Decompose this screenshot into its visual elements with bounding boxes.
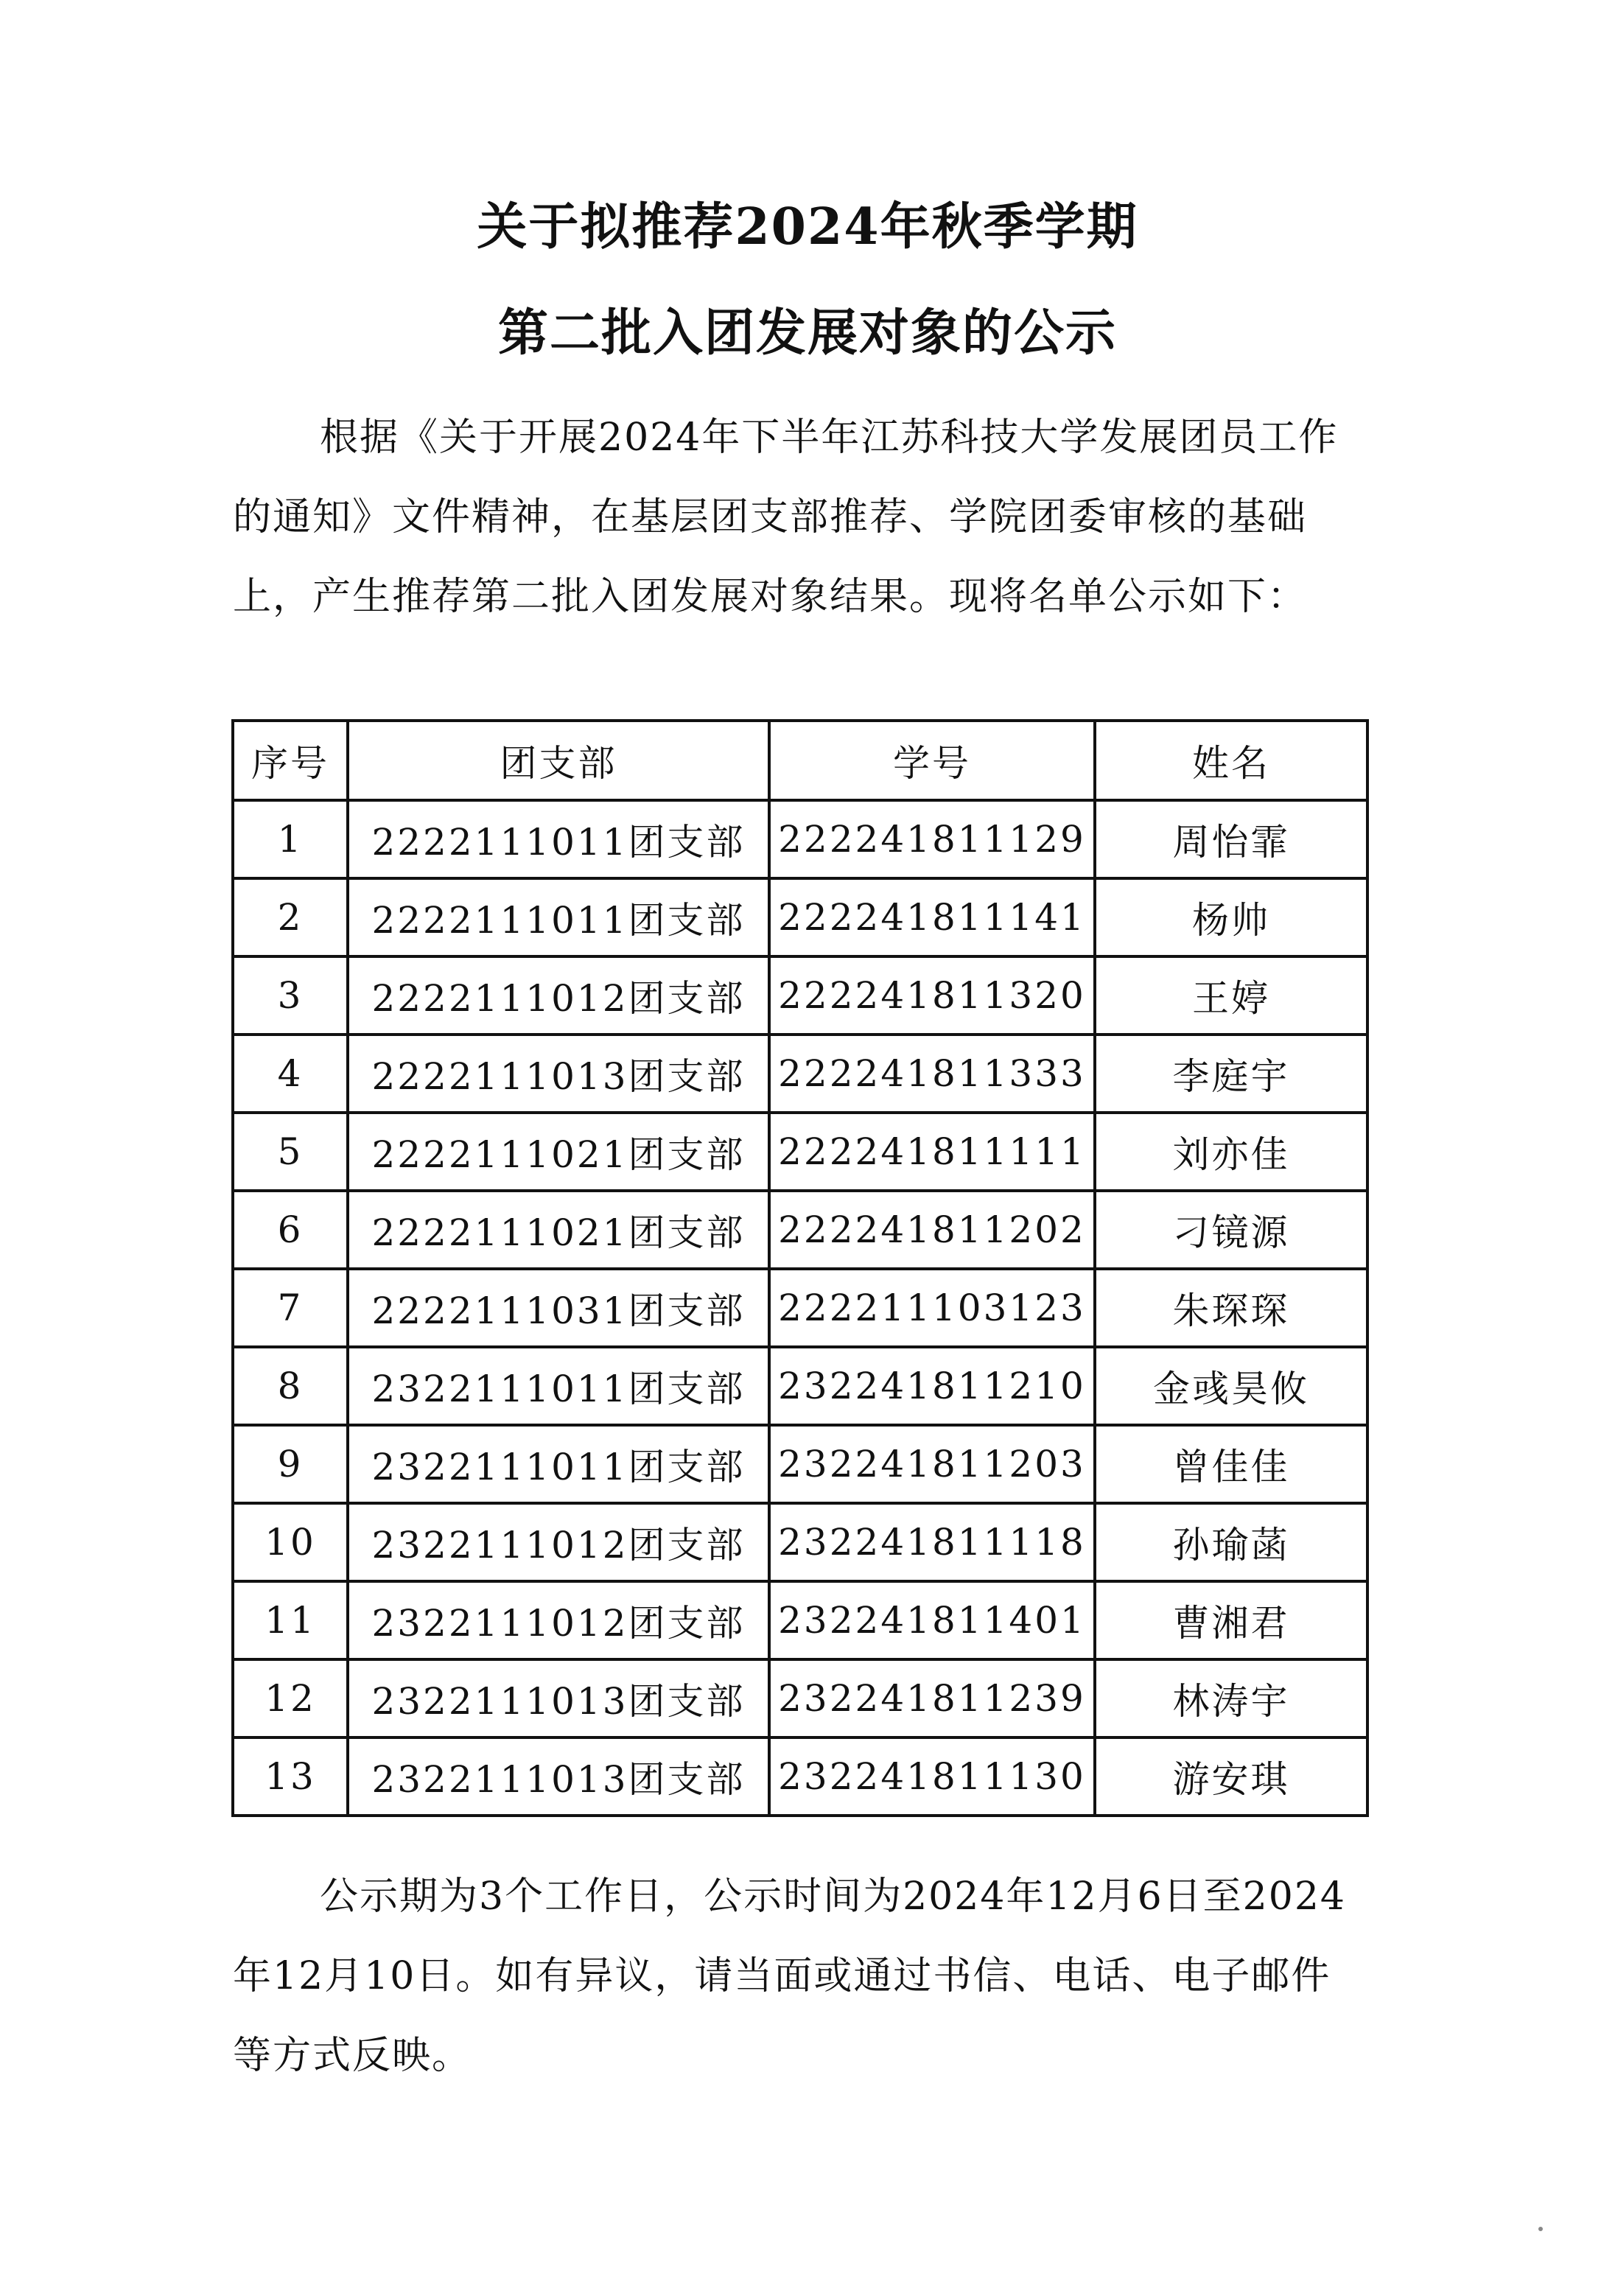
page-title-line-2: 第二批入团发展对象的公示	[497, 304, 1117, 363]
header-index: 序号	[233, 721, 348, 800]
cell-name: 朱琛琛	[1095, 1269, 1367, 1347]
table-row	[233, 1659, 1367, 1737]
cell-branch: 2322111011团支部	[348, 1347, 769, 1425]
cell-name: 金彧昊攸	[1095, 1347, 1367, 1425]
cell-index: 7	[233, 1269, 348, 1347]
cell-name: 游安琪	[1095, 1737, 1367, 1816]
cell-student-id: 222211103123	[769, 1269, 1095, 1347]
cell-branch: 2322111013团支部	[348, 1659, 769, 1737]
cell-index: 1	[233, 800, 348, 878]
cell-student-id: 222241811202	[769, 1191, 1095, 1269]
cell-branch: 2222111013团支部	[348, 1035, 769, 1113]
cell-branch: 2322111012团支部	[348, 1503, 769, 1581]
header-student-id: 学号	[769, 721, 1095, 800]
table-body	[233, 800, 1367, 1816]
cell-index: 12	[233, 1659, 348, 1737]
table-row	[233, 1737, 1367, 1816]
cell-index: 5	[233, 1113, 348, 1191]
cell-branch: 2222111031团支部	[348, 1269, 769, 1347]
cell-index: 6	[233, 1191, 348, 1269]
cell-name: 曹湘君	[1095, 1581, 1367, 1659]
header-branch: 团支部	[348, 721, 769, 800]
cell-index: 8	[233, 1347, 348, 1425]
cell-index: 11	[233, 1581, 348, 1659]
table-row	[233, 956, 1367, 1035]
cell-student-id: 232241811210	[769, 1347, 1095, 1425]
candidate-table	[231, 719, 1369, 1817]
table-row	[233, 1581, 1367, 1659]
table-row	[233, 800, 1367, 878]
cell-student-id: 222241811129	[769, 800, 1095, 878]
cell-name: 刁镜源	[1095, 1191, 1367, 1269]
cell-student-id: 222241811320	[769, 956, 1095, 1035]
table-row	[233, 1035, 1367, 1113]
cell-index: 9	[233, 1425, 348, 1503]
cell-branch: 2322111013团支部	[348, 1737, 769, 1816]
table-row	[233, 1503, 1367, 1581]
cell-student-id: 232241811130	[769, 1737, 1095, 1816]
cell-branch: 2222111012团支部	[348, 956, 769, 1035]
cell-student-id: 232241811239	[769, 1659, 1095, 1737]
cell-name: 孙瑜菡	[1095, 1503, 1367, 1581]
cell-name: 王婷	[1095, 956, 1367, 1035]
table-row	[233, 1269, 1367, 1347]
header-name: 姓名	[1095, 721, 1367, 800]
table-row	[233, 1425, 1367, 1503]
cell-branch: 2322111012团支部	[348, 1581, 769, 1659]
cell-name: 林涛宇	[1095, 1659, 1367, 1737]
cell-index: 10	[233, 1503, 348, 1581]
page-title-line-1: 关于拟推荐2024年秋季学期	[477, 197, 1138, 256]
cell-name: 曾佳佳	[1095, 1425, 1367, 1503]
cell-branch: 2322111011团支部	[348, 1425, 769, 1503]
cell-index: 4	[233, 1035, 348, 1113]
cell-name: 李庭宇	[1095, 1035, 1367, 1113]
scan-speck	[1538, 2227, 1543, 2231]
cell-branch: 2222111021团支部	[348, 1191, 769, 1269]
cell-index: 2	[233, 878, 348, 956]
intro-text: 根据《关于开展2024年下半年江苏科技大学发展团员工作的通知》文件精神，在基层团支部推荐、学院团委审核的基础上，产生推荐第二批入团发展对象结果。现将名单公示如下：	[233, 416, 1339, 619]
table-row	[233, 1113, 1367, 1191]
table-row	[233, 878, 1367, 956]
cell-student-id: 232241811401	[769, 1581, 1095, 1659]
cell-student-id: 232241811203	[769, 1425, 1095, 1503]
cell-student-id: 232241811118	[769, 1503, 1095, 1581]
table-row	[233, 1191, 1367, 1269]
cell-branch: 2222111011团支部	[348, 800, 769, 878]
cell-name: 周怡霏	[1095, 800, 1367, 878]
intro-paragraph	[233, 398, 1367, 637]
table-header-row	[233, 721, 1367, 800]
closing-text: 公示期为3个工作日，公示时间为2024年12月6日至2024年12月10日。如有异议，请当面或通过书信、电话、电子邮件等方式反映。	[233, 1875, 1347, 2078]
cell-student-id: 222241811333	[769, 1035, 1095, 1113]
cell-name: 刘亦佳	[1095, 1113, 1367, 1191]
closing-paragraph	[233, 1857, 1367, 2096]
cell-branch: 2222111011团支部	[348, 878, 769, 956]
cell-name: 杨帅	[1095, 878, 1367, 956]
cell-student-id: 222241811141	[769, 878, 1095, 956]
cell-index: 13	[233, 1737, 348, 1816]
cell-index: 3	[233, 956, 348, 1035]
table-row	[233, 1347, 1367, 1425]
cell-student-id: 222241811111	[769, 1113, 1095, 1191]
cell-branch: 2222111021团支部	[348, 1113, 769, 1191]
